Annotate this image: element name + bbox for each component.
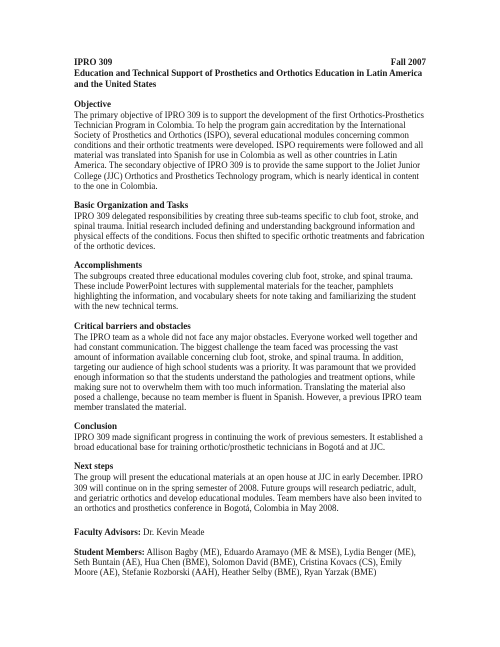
section-organization: [74, 200, 426, 251]
section-conclusion: [74, 421, 426, 452]
section-body: The group will present the educational materials at an open house at JJC in early December. IPRO 309 will continue on in the spring semester of 2008. Future groups will research pediatric, adult, and geriatric orthotics and develop educational modules. Team members have also been invited to an orthotics and prosthetics conference in Bogotá, Colombia in May 2008.: [74, 472, 423, 513]
document-title: Education and Technical Support of Prosthetics and Orthotics Education in Latin America and the United States: [74, 68, 423, 89]
members-label: Student Members:: [74, 546, 145, 557]
section-heading: Basic Organization and Tasks: [74, 199, 189, 210]
section-heading: Accomplishments: [74, 260, 142, 271]
section-body: IPRO 309 delegated responsibilities by creating three sub-teams specific to club foot, stroke, and spinal trauma. Initial research included defining and understanding background information and physical effects of the conditions. Focus then shifted to specific orthotic treatments and fabrication of the orthotic devices.: [74, 210, 425, 252]
section-heading: Critical barriers and obstacles: [74, 320, 191, 331]
section-body: IPRO 309 made significant progress in continuing the work of previous semesters. It established a broad educational base for training orthotic/prosthetic technicians in Bogotá and at JJC.: [74, 432, 423, 453]
members-value: Allison Bagby (ME), Eduardo Aramayo (ME & MSE), Lydia Benger (ME), Seth Buntain (AE), Hua Chen (BME), Solomon David (BME), Cristina Kovacs (CS), Emily Moore (AE), Stefanie Rozborski (AAH), Heather Selby (BME), Ryan Yarzak (BME): [74, 546, 416, 578]
term: Fall 2007: [390, 57, 426, 67]
advisors-value: Dr. Kevin Meade: [143, 526, 205, 537]
document-header: [74, 57, 426, 68]
faculty-advisors: [74, 527, 426, 537]
section-objective: [74, 99, 426, 191]
section-heading: Next steps: [74, 461, 114, 472]
section-body: The subgroups created three educational modules covering club foot, stroke, and spinal trauma. These include PowerPoint lectures with supplemental materials for the teacher, pamphlets highlighting the information, and vocabulary sheets for note taking and familiarizing the student with the new technical terms.: [74, 271, 416, 312]
advisors-label: Faculty Advisors:: [74, 526, 141, 537]
section-heading: Objective: [74, 99, 111, 109]
section-next-steps: [74, 461, 426, 512]
student-members: [74, 547, 426, 577]
course-code: IPRO 309: [74, 57, 113, 67]
section-barriers: [74, 321, 426, 413]
section-body: The IPRO team as a whole did not face any major obstacles. Everyone worked well together and had constant communication. The biggest challenge the team faced was processing the vast amount of information available concerning club foot, stroke, and spinal trauma. In addition, targeting our audience of high school students was a priority. It was paramount that we provided enough information so that the students understand the pathologies and treatment options, while making sure not to overwhelm them with too much information. Translating the material also posed a challenge, because no team member is fluent in Spanish. However, a previous IPRO team member translated the material.: [74, 331, 422, 413]
section-accomplishments: [74, 260, 426, 311]
section-body: The primary objective of IPRO 309 is to support the development of the first Orthotics-Prosthetics Technician Program in Colombia. To help the program gain accreditation by the International Society of Prosthetics and Orthotics (ISPO), several educational modules concerning common conditions and their orthotic treatments were developed. ISPO requirements were followed and all material was translated into Spanish for use in Colombia as well as other countries in Latin America. The secondary objective of IPRO 309 is to provide the same support to the Joliet Junior College (JJC) Orthotics and Prosthetics Technology program, which is nearly identical in content to the one in Colombia.: [74, 110, 425, 191]
section-heading: Conclusion: [74, 421, 118, 432]
